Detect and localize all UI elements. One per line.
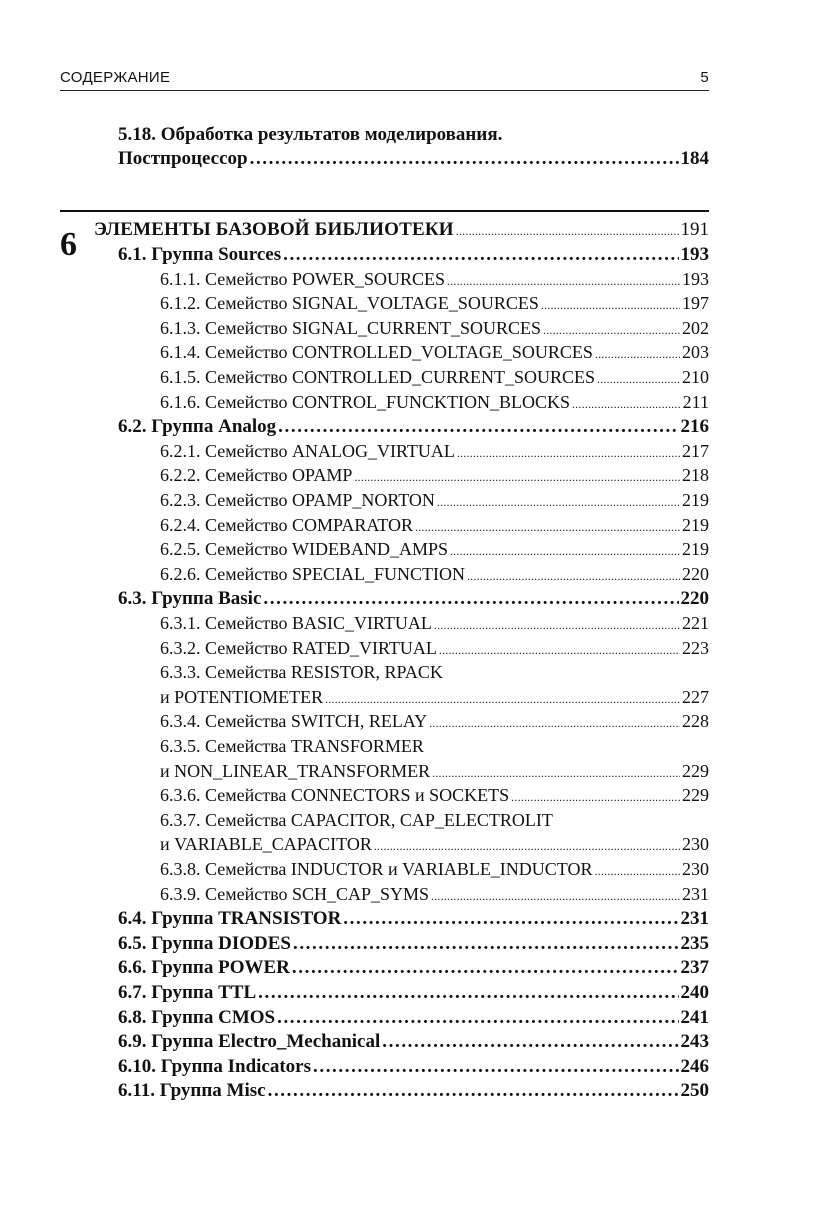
- toc-section-entry[interactable]: [118, 1056, 709, 1080]
- toc-entry-page: 231: [682, 883, 709, 904]
- toc-entry-title: 6.9. Группа Electro_Mechanical: [118, 1031, 381, 1053]
- running-header: [60, 68, 709, 91]
- toc-entry-title: 6.10. Группа Indicators: [118, 1055, 311, 1077]
- toc-subsection-entry[interactable]: [160, 318, 709, 342]
- toc-entry-title-line1: 6.3.5. Семейства TRANSFORMER: [160, 736, 424, 756]
- toc-subsection-entry[interactable]: [160, 515, 709, 539]
- leader-dots: [456, 224, 679, 239]
- toc-entry-page: 219: [682, 539, 709, 560]
- toc-entry-title: Постпроцессор: [118, 148, 248, 169]
- toc-entry-title: 6.2. Группа Analog: [118, 416, 277, 438]
- toc-entry-title: 6.2.1. Семейство ANALOG_VIRTUAL: [160, 440, 455, 461]
- leader-dots: [431, 889, 680, 904]
- prev-section-title-line1: 5.18. Обработка результатов моделирования.: [118, 124, 503, 145]
- leader-dots: [457, 446, 680, 461]
- toc-subsection-entry[interactable]: [160, 465, 709, 489]
- chapter-title: ЭЛЕМЕНТЫ БАЗОВОЙ БИБЛИОТЕКИ: [94, 219, 454, 240]
- toc-entry-title: 6.6. Группа POWER: [118, 957, 290, 979]
- toc-entry-page: 241: [680, 1006, 709, 1028]
- toc-subsection-entry[interactable]: [160, 539, 709, 563]
- toc-entry-title: 6.1.2. Семейство SIGNAL_VOLTAGE_SOURCES: [160, 293, 539, 314]
- leader-dots: [434, 618, 680, 633]
- toc-entry-page: 235: [680, 932, 709, 954]
- chapter-page: 191: [680, 219, 709, 240]
- toc-section-entry[interactable]: [118, 244, 709, 268]
- leader-dots: [541, 298, 680, 313]
- toc-section-entry[interactable]: [118, 908, 709, 932]
- leader-dots: [439, 643, 680, 658]
- toc-subsection-entry[interactable]: [160, 269, 709, 293]
- toc-entry-title: 6.2.4. Семейство COMPARATOR: [160, 514, 414, 535]
- toc-section-entry[interactable]: [118, 416, 709, 440]
- toc-entry-page: 210: [682, 367, 709, 387]
- toc-entry-title: 6.1.1. Семейство POWER_SOURCES: [160, 268, 445, 289]
- running-header-title: СОДЕРЖАНИЕ: [60, 69, 171, 86]
- toc-entry-page: 203: [682, 342, 709, 363]
- toc-section-entry[interactable]: [118, 982, 709, 1006]
- toc-entry-page: 216: [680, 416, 709, 438]
- toc-entry-page: 230: [682, 859, 709, 879]
- toc-subsection-entry[interactable]: [160, 711, 709, 735]
- toc-entry-title: 6.2.3. Семейство OPAMP_NORTON: [160, 490, 435, 510]
- toc-section-entry[interactable]: [118, 933, 709, 957]
- chapter-number: 6: [60, 226, 77, 263]
- toc-entry-page: 220: [682, 563, 709, 584]
- toc-entry-title: 6.11. Группа Misc: [118, 1080, 266, 1102]
- toc-subsection-entry[interactable]: [160, 613, 709, 637]
- toc-section-entry[interactable]: [118, 1031, 709, 1055]
- toc-subsection-entry[interactable]: [160, 761, 709, 785]
- leader-dots: [429, 716, 680, 731]
- leader-dots: [313, 1056, 679, 1078]
- toc-entry-page: 219: [682, 514, 709, 535]
- toc-entry-title: 6.3.4. Семейства SWITCH, RELAY: [160, 711, 428, 732]
- toc-section-entry[interactable]: [118, 588, 709, 612]
- toc-entry-page: 193: [680, 244, 709, 265]
- leader-dots: [594, 864, 680, 879]
- toc-subsection-entry[interactable]: [160, 564, 709, 588]
- leader-dots: [447, 274, 680, 289]
- leader-dots: [467, 569, 680, 584]
- toc-subsection-entry[interactable]: [160, 785, 709, 809]
- leader-dots: [432, 766, 680, 781]
- toc-subsection-entry[interactable]: [160, 293, 709, 317]
- toc-entry-title: 6.5. Группа DIODES: [118, 932, 291, 954]
- toc-entry-page: 229: [682, 760, 709, 781]
- toc-section-entry[interactable]: [118, 957, 709, 981]
- toc-entry-page: 211: [682, 391, 709, 412]
- toc-entry-title-line1: 6.3.3. Семейства RESISTOR, RPACK: [160, 662, 443, 683]
- leader-dots: [437, 495, 680, 510]
- leader-dots: [278, 416, 678, 438]
- leader-dots: [325, 692, 680, 707]
- toc-entry-page: 197: [682, 293, 709, 314]
- leader-dots: [263, 588, 678, 610]
- leader-dots: [511, 790, 680, 805]
- leader-dots: [343, 908, 678, 930]
- leader-dots: [277, 1007, 678, 1029]
- leader-dots: [572, 397, 681, 412]
- chapter-entry[interactable]: [94, 219, 709, 245]
- leader-dots: [250, 148, 679, 170]
- toc-subsection-entry[interactable]: [160, 367, 709, 391]
- toc-entry-page: 246: [680, 1055, 709, 1077]
- toc-entry-title: 6.2.5. Семейство WIDEBAND_AMPS: [160, 539, 448, 560]
- toc-subsection-entry[interactable]: [160, 490, 709, 514]
- toc-entry-page: 217: [682, 440, 709, 461]
- toc-entry-title: 6.3.2. Семейство RATED_VIRTUAL: [160, 637, 437, 658]
- toc-entry-title: и POTENTIOMETER: [160, 686, 324, 707]
- leader-dots: [354, 470, 680, 485]
- toc-entry-page: 193: [682, 268, 709, 289]
- toc-entry-page: 243: [680, 1031, 709, 1053]
- toc-entry-page: 218: [682, 465, 709, 486]
- toc-entry-title: 6.2.6. Семейство SPECIAL_FUNCTION: [160, 563, 465, 584]
- toc-subsection-entry[interactable]: [160, 859, 709, 883]
- toc-entry-title: 6.1.3. Семейство SIGNAL_CURRENT_SOURCES: [160, 317, 541, 338]
- toc-entry-page: 231: [680, 908, 709, 930]
- toc-entry-page: 227: [682, 686, 709, 707]
- toc-entry-page: 202: [682, 317, 709, 338]
- toc-entry-page: 221: [682, 613, 709, 633]
- toc-entry-title-line1: 6.3.7. Семейства CAPACITOR, CAP_ELECTROLIT: [160, 809, 553, 830]
- toc-subsection-entry[interactable]: [160, 638, 709, 662]
- chapter-divider: [60, 210, 709, 212]
- toc-entry-title: 6.3.8. Семейства INDUCTOR и VARIABLE_INDUCTOR: [160, 859, 593, 879]
- toc-section-entry[interactable]: [118, 1080, 709, 1104]
- leader-dots: [382, 1031, 678, 1053]
- toc-subsection-entry[interactable]: [160, 441, 709, 465]
- leader-dots: [258, 982, 678, 1004]
- toc-entry-title: 6.7. Группа TTL: [118, 982, 257, 1003]
- toc-subsection-entry[interactable]: [160, 392, 709, 416]
- toc-entry-title: 6.3.9. Семейство SCH_CAP_SYMS: [160, 883, 430, 904]
- leader-dots: [597, 372, 680, 387]
- toc-entry-page: 228: [682, 711, 709, 732]
- leader-dots: [292, 957, 679, 979]
- toc-subsection-entry[interactable]: [160, 342, 709, 366]
- leader-dots: [543, 323, 680, 338]
- toc-entry-title: 6.1. Группа Sources: [118, 244, 282, 265]
- toc-entry-title: 6.1.4. Семейство CONTROLLED_VOLTAGE_SOURCES: [160, 342, 593, 363]
- toc-entry-title: 6.3.6. Семейства CONNECTORS и SOCKETS: [160, 785, 510, 806]
- toc-entry-page: 250: [680, 1080, 709, 1102]
- leader-dots: [595, 347, 680, 362]
- page-number: 5: [700, 69, 709, 86]
- leader-dots: [268, 1080, 679, 1102]
- leader-dots: [283, 244, 678, 266]
- toc-subsection-entry[interactable]: [160, 834, 709, 858]
- toc-section-entry[interactable]: [118, 1007, 709, 1031]
- toc-entry-title: 6.2.2. Семейство OPAMP: [160, 465, 353, 486]
- toc-entry-title: 6.3. Группа Basic: [118, 588, 262, 610]
- toc-entry-page: 220: [680, 588, 709, 610]
- toc-entry-title: 6.3.1. Семейство BASIC_VIRTUAL: [160, 613, 432, 633]
- leader-dots: [450, 544, 680, 559]
- toc-subsection-entry[interactable]: [160, 884, 709, 908]
- toc-entry-page: 229: [682, 785, 709, 806]
- toc-entry-title: 6.8. Группа CMOS: [118, 1006, 276, 1028]
- toc-entry-page: 223: [682, 637, 709, 658]
- toc-entry-page: 230: [682, 834, 709, 855]
- leader-dots: [415, 520, 680, 535]
- toc-entry-title: 6.1.5. Семейство CONTROLLED_CURRENT_SOURCES: [160, 367, 595, 387]
- toc-entry-title: и VARIABLE_CAPACITOR: [160, 834, 372, 855]
- toc-subsection-entry[interactable]: [160, 687, 709, 711]
- toc-entry-page: 219: [682, 490, 709, 510]
- toc-entry-title: 6.1.6. Семейство CONTROL_FUNCKTION_BLOCKS: [160, 391, 570, 412]
- toc-entry-page: 237: [680, 957, 709, 979]
- prev-section-entry[interactable]: [118, 148, 709, 172]
- toc-entry-page: 184: [680, 148, 709, 169]
- toc-entry-page: 240: [680, 982, 709, 1003]
- toc-entry-title: и NON_LINEAR_TRANSFORMER: [160, 760, 431, 781]
- leader-dots: [374, 839, 680, 854]
- leader-dots: [293, 933, 679, 955]
- toc-entry-title: 6.4. Группа TRANSISTOR: [118, 908, 342, 930]
